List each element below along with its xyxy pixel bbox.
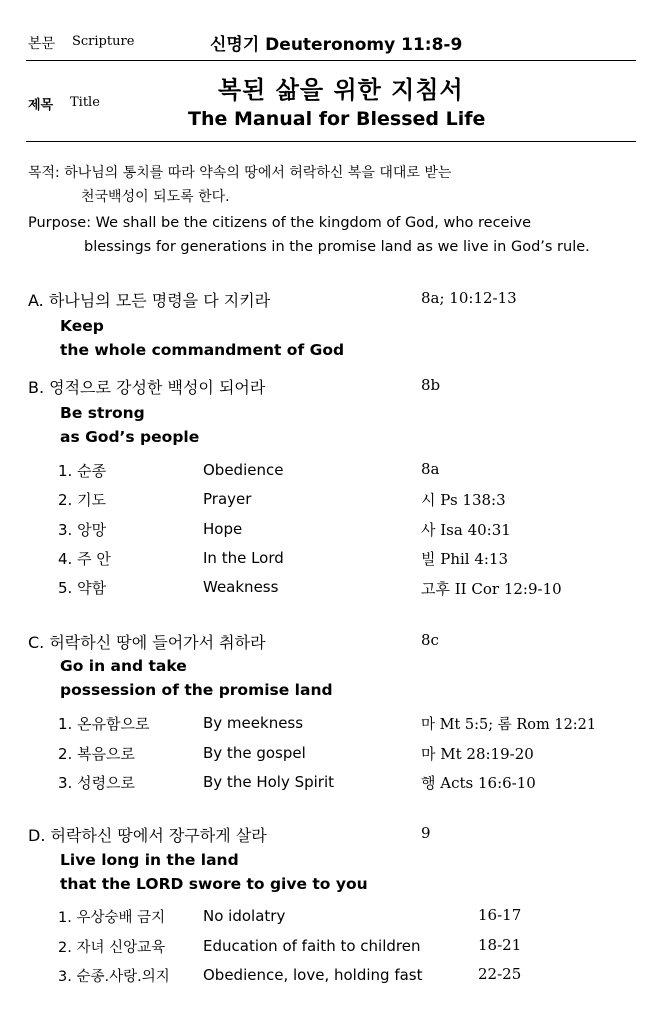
section-en-line2: possession of the promise land bbox=[60, 681, 333, 699]
section-en-line1: Go in and take bbox=[60, 657, 187, 675]
list-item-en: By the gospel bbox=[203, 744, 306, 762]
scripture-label-en: Scripture bbox=[72, 34, 135, 49]
list-item-en: By meekness bbox=[203, 714, 304, 732]
list-item-en: Weakness bbox=[203, 578, 279, 596]
list-item-ref: 22-25 bbox=[478, 965, 522, 983]
list-item-en: Education of faith to children bbox=[203, 937, 421, 955]
list-item-kr: 3. 앙망 bbox=[58, 521, 107, 539]
purpose-kr-line1: 목적: 하나님의 통치를 따라 약속의 땅에서 허락하신 복을 대대로 받는 bbox=[28, 165, 452, 181]
section-heading: B. 영적으로 강성한 백성이 되어라 bbox=[28, 378, 266, 397]
title-label-en: Title bbox=[70, 95, 100, 110]
list-item-kr: 4. 주 안 bbox=[58, 550, 111, 568]
purpose-kr-line2: 천국백성이 되도록 한다. bbox=[81, 189, 230, 205]
section-heading: C. 허락하신 땅에 들어가서 취하라 bbox=[28, 633, 266, 652]
list-item-en: Obedience bbox=[203, 461, 284, 479]
page-title-kr: 복된 삶을 위한 지침서 bbox=[218, 76, 464, 104]
header-divider-bottom bbox=[26, 141, 636, 142]
list-item-ref: 16-17 bbox=[478, 906, 522, 924]
purpose-en-line1: Purpose: We shall be the citizens of the kingdom of God, who receive bbox=[28, 215, 531, 231]
list-item-en: Hope bbox=[203, 520, 243, 538]
list-item-kr: 3. 성령으로 bbox=[58, 774, 136, 792]
list-item-kr: 1. 우상숭배 금지 bbox=[58, 910, 166, 926]
section-heading: D. 허락하신 땅에서 장구하게 살라 bbox=[28, 826, 267, 845]
section-en-line1: Be strong bbox=[60, 404, 145, 422]
list-item-en: No idolatry bbox=[203, 907, 286, 925]
section-en-line1: Live long in the land bbox=[60, 851, 239, 869]
section-en-line2: as God’s people bbox=[60, 428, 200, 446]
list-item-ref: 마 Mt 5:5; 롬 Rom 12:21 bbox=[421, 717, 597, 733]
section-en-line2: that the LORD swore to give to you bbox=[60, 875, 368, 893]
purpose-en-line2: blessings for generations in the promise land as we live in God’s rule. bbox=[84, 239, 590, 255]
list-item-ref: 8a bbox=[421, 460, 440, 478]
header-divider-top bbox=[26, 60, 636, 61]
list-item-ref: 고후 II Cor 12:9-10 bbox=[421, 580, 562, 598]
title-label-kr: 제목 bbox=[28, 98, 54, 113]
list-item-kr: 2. 기도 bbox=[58, 491, 107, 509]
list-item-kr: 1. 온유함으로 bbox=[58, 715, 150, 733]
list-item-ref: 마 Mt 28:19-20 bbox=[421, 745, 534, 763]
list-item-kr: 3. 순종.사랑.의지 bbox=[58, 969, 170, 985]
list-item-kr: 1. 순종 bbox=[58, 462, 107, 480]
list-item-ref: 시 Ps 138:3 bbox=[421, 491, 506, 509]
list-item-kr: 5. 약함 bbox=[58, 579, 107, 597]
section-ref: 8a; 10:12-13 bbox=[421, 289, 517, 307]
list-item-en: Obedience, love, holding fast bbox=[203, 966, 423, 984]
list-item-en: In the Lord bbox=[203, 549, 284, 567]
list-item-ref: 18-21 bbox=[478, 936, 522, 954]
page-title-en: The Manual for Blessed Life bbox=[188, 108, 486, 130]
list-item-kr: 2. 복음으로 bbox=[58, 745, 136, 763]
list-item-en: Prayer bbox=[203, 490, 252, 508]
section-en-line1: Keep bbox=[60, 317, 104, 335]
list-item-ref: 행 Acts 16:6-10 bbox=[421, 774, 536, 792]
list-item-kr: 2. 자녀 신앙교육 bbox=[58, 940, 166, 956]
list-item-ref: 사 Isa 40:31 bbox=[421, 521, 511, 539]
section-ref: 8c bbox=[421, 631, 439, 649]
scripture-reference: 신명기 Deuteronomy 11:8-9 bbox=[210, 35, 463, 55]
section-ref: 8b bbox=[421, 376, 441, 394]
list-item-ref: 빌 Phil 4:13 bbox=[421, 550, 509, 568]
list-item-en: By the Holy Spirit bbox=[203, 773, 335, 791]
section-ref: 9 bbox=[421, 824, 431, 842]
section-en-line2: the whole commandment of God bbox=[60, 341, 345, 359]
section-heading: A. 하나님의 모든 명령을 다 지키라 bbox=[28, 291, 271, 310]
scripture-label-kr: 본문 bbox=[28, 36, 56, 52]
